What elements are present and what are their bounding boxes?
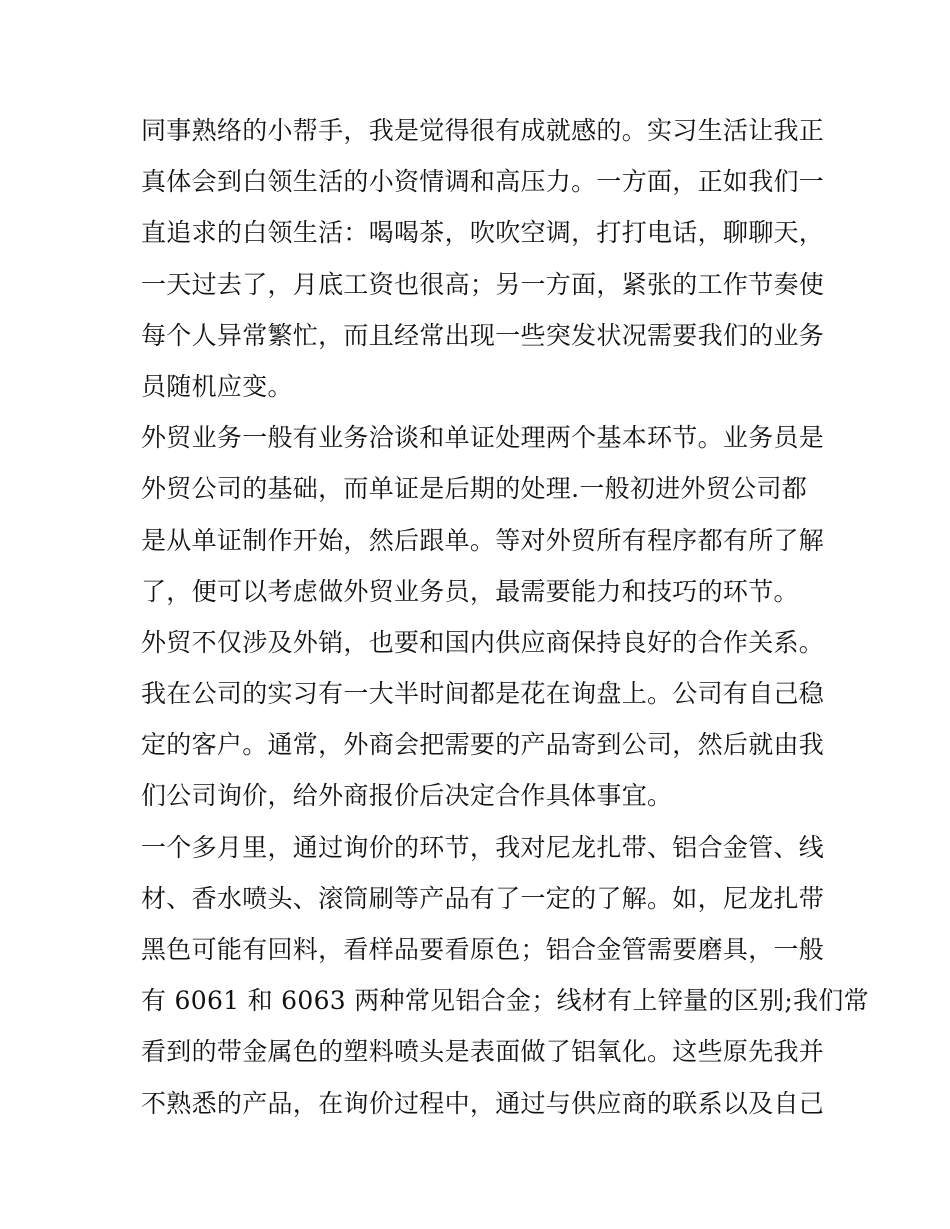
text-line: 外贸业务一般有业务洽谈和单证处理两个基本环节。业务员是 <box>141 423 825 453</box>
text-line: 是从单证制作开始，然后跟单。等对外贸所有程序都有所了解 <box>141 525 825 555</box>
text-line: 真体会到白领生活的小资情调和高压力。一方面，正如我们一 <box>141 167 825 197</box>
text-line: 们公司询价，给外商报价后决定合作具体事宜。 <box>141 781 673 811</box>
text-line: 看到的带金属色的塑料喷头是表面做了铝氧化。这些原先我并 <box>141 1037 825 1067</box>
text-line: 黑色可能有回料，看样品要看原色；铝合金管需要磨具，一般 <box>141 935 825 964</box>
text-line: 外贸公司的基础，而单证是后期的处理.一般初进外贸公司都 <box>141 474 808 504</box>
text-line: 我在公司的实习有一大半时间都是花在询盘上。公司有自己稳 <box>141 679 825 709</box>
text-line: 同事熟络的小帮手，我是觉得很有成就感的。实习生活让我正 <box>141 116 825 145</box>
document-body-text <box>141 105 869 1129</box>
text-line: 有 6061 和 6063 两种常见铝合金；线材有上锌量的区别;我们常 <box>141 986 869 1016</box>
text-line: 了，便可以考虑做外贸业务员，最需要能力和技巧的环节。 <box>141 576 799 606</box>
text-line: 外贸不仅涉及外销，也要和国内供应商保持良好的合作关系。 <box>141 627 825 657</box>
text-line: 直追求的白领生活：喝喝茶，吹吹空调，打打电话，聊聊天， <box>141 218 825 248</box>
text-line: 不熟悉的产品，在询价过程中，通过与供应商的联系以及自己 <box>141 1088 825 1118</box>
text-line: 每个人异常繁忙，而且经常出现一些突发状况需要我们的业务 <box>141 320 825 350</box>
text-line: 定的客户。通常，外商会把需要的产品寄到公司，然后就由我 <box>141 730 825 760</box>
text-line: 一天过去了，月底工资也很高；另一方面，紧张的工作节奏使 <box>141 269 825 299</box>
text-line: 材、香水喷头、滚筒刷等产品有了一定的了解。如，尼龙扎带 <box>141 883 825 913</box>
text-line: 一个多月里，通过询价的环节，我对尼龙扎带、铝合金管、线 <box>141 832 825 862</box>
text-line: 员随机应变。 <box>141 371 293 401</box>
